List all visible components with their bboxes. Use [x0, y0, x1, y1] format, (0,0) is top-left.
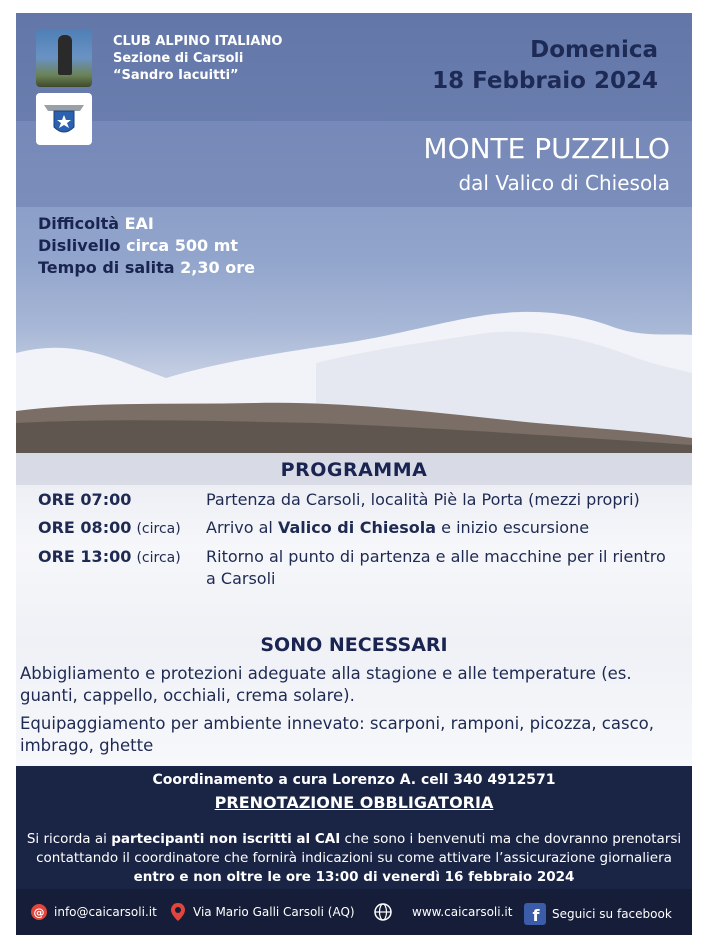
hike-stats	[38, 213, 255, 279]
facebook-icon	[524, 903, 546, 925]
stat-difficulty: Difficoltà EAI	[38, 214, 154, 233]
date-full: 18 Febbraio 2024	[432, 68, 658, 94]
program-row: ORE 07:00 Partenza da Carsoli, località Piè la Porta (mezzi propri)	[38, 490, 640, 509]
required-item: Abbigliamento e protezioni adeguate alla stagione e alle temperature (es. guanti, cappello, occhiali, crema solare).	[20, 664, 632, 705]
coordinator-line: Coordinamento a cura Lorenzo A. cell 340 4912571	[152, 772, 556, 788]
email-contact[interactable]: @ info@caicarsoli.it	[30, 903, 157, 921]
required-item: Equipaggiamento per ambiente innevato: scarponi, ramponi, picozza, casco, imbrago, ghette	[20, 714, 654, 755]
stat-time: Tempo di salita 2,30 ore	[38, 258, 255, 277]
globe-icon	[370, 903, 396, 921]
svg-text:f: f	[532, 906, 540, 925]
club-line-3: “Sandro Iacuitti”	[113, 68, 239, 83]
contact-footer	[16, 889, 692, 935]
club-line-1: CLUB ALPINO ITALIANO	[113, 34, 283, 49]
required-title: SONO NECESSARI	[260, 634, 448, 656]
event-date	[432, 35, 658, 97]
address-contact[interactable]: Via Mario Galli Carsoli (AQ)	[169, 903, 355, 921]
club-name	[113, 33, 282, 84]
location-pin-icon	[169, 903, 187, 921]
program-row: ORE 08:00 (circa) Arrivo al Valico di Chiesola e inizio escursione	[38, 518, 590, 537]
program-list	[38, 489, 678, 596]
club-logo-photo	[36, 29, 92, 87]
program-row: ORE 13:00 (circa) Ritorno al punto di partenza e alle macchine per il rientro a Carsoli	[38, 547, 666, 588]
coordination-box	[16, 766, 692, 889]
cai-logo	[36, 93, 92, 145]
required-list	[20, 663, 684, 763]
stat-elevation: Dislivello circa 500 mt	[38, 236, 239, 255]
website-link[interactable]: www.caicarsoli.it	[370, 903, 512, 921]
facebook-link[interactable]: f Seguici su facebook	[524, 903, 672, 925]
email-icon	[30, 903, 48, 921]
date-day: Domenica	[530, 37, 658, 63]
booking-required: PRENOTAZIONE OBBLIGATORIA	[214, 793, 494, 812]
route-subtitle: dal Valico di Chiesola	[458, 171, 670, 195]
event-poster	[16, 13, 692, 935]
mountain-title: MONTE PUZZILLO	[423, 132, 670, 165]
svg-text:@: @	[33, 906, 45, 919]
club-line-2: Sezione di Carsoli	[113, 51, 244, 66]
program-title: PROGRAMMA	[280, 459, 428, 481]
insurance-notice: Si ricorda ai partecipanti non iscritti al CAI che sono i benvenuti ma che dovranno prenotarsi contattando il coordinatore che fornirà indicazioni su come attivare l’assicurazione giornaliera entro e non oltre le ore 13:00 di venerdì 16 febbraio 2024	[26, 831, 682, 885]
mountain-landscape	[16, 293, 692, 473]
